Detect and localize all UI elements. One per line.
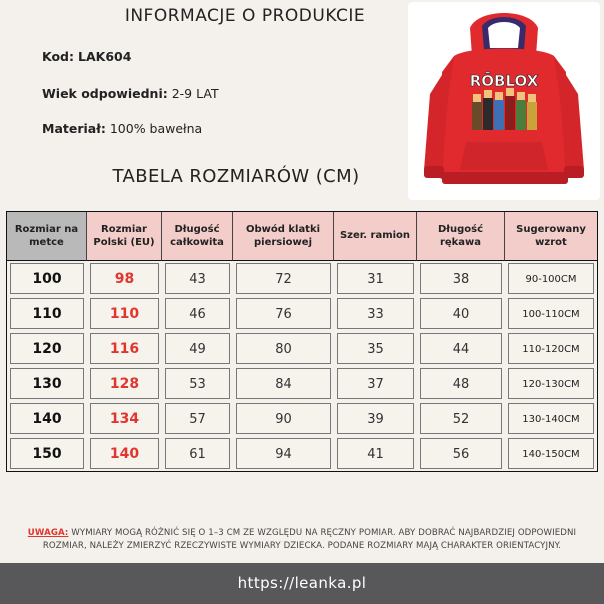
cell-value: 98 [90,263,159,294]
cell-value: 140 [90,438,159,469]
age-label: Wiek odpowiedni: [42,86,168,101]
cell-value: 38 [420,263,502,294]
table-row [7,261,597,296]
cell-label-size [7,401,87,436]
table-row [7,296,597,331]
cell-sleeve [417,401,505,436]
product-material [42,121,202,136]
cell-label-size [7,366,87,401]
cell-value: 61 [165,438,230,469]
cell-value: 31 [337,263,414,294]
cell-chest [233,366,334,401]
cell-sleeve [417,366,505,401]
cell-chest [233,401,334,436]
cell-value: 100 [10,263,84,294]
cell-total-length [162,296,233,331]
warning-label: UWAGA: [27,528,69,538]
col-header-chest: Obwód klatki piersiowej [233,212,334,261]
table-row [7,366,597,401]
cell-value: 52 [420,403,502,434]
cell-value: 120-130CM [508,368,594,399]
cell-value: 120 [10,333,84,364]
cell-chest [233,296,334,331]
cell-value: 130 [10,368,84,399]
cell-value: 100-110CM [508,298,594,329]
cell-total-length [162,401,233,436]
cell-value: 90-100CM [508,263,594,294]
cell-value: 110 [10,298,84,329]
cell-shoulder [334,331,417,366]
cell-value: 140 [10,403,84,434]
cell-height [505,401,597,436]
cell-total-length [162,261,233,296]
product-age [42,86,219,101]
cell-eu-size [87,331,162,366]
cell-value: 90 [236,403,331,434]
cell-chest [233,261,334,296]
col-header-height: Sugerowany wzrot [505,212,597,261]
table-row [7,436,597,471]
cell-height [505,331,597,366]
cell-value: 48 [420,368,502,399]
size-table-title: TABELA ROZMIARÓW (CM) [112,166,360,187]
cell-height [505,436,597,471]
cell-eu-size [87,366,162,401]
cell-value: 110-120CM [508,333,594,364]
info-title: INFORMACJE O PRODUKCIE [124,6,366,26]
cell-shoulder [334,366,417,401]
cell-eu-size [87,261,162,296]
cell-value: 76 [236,298,331,329]
cell-shoulder [334,436,417,471]
cell-value: 43 [165,263,230,294]
col-header-eu-size: Rozmiar Polski (EU) [87,212,162,261]
cell-value: 37 [337,368,414,399]
cell-sleeve [417,261,505,296]
cell-value: 140-150CM [508,438,594,469]
cell-value: 80 [236,333,331,364]
cell-value: 56 [420,438,502,469]
cell-chest [233,436,334,471]
brand-logo: RŌBLOX [469,72,539,90]
cell-value: 49 [165,333,230,364]
cell-value: 53 [165,368,230,399]
cell-eu-size [87,436,162,471]
cell-eu-size [87,296,162,331]
age-value: 2-9 LAT [171,86,219,101]
cell-eu-size [87,401,162,436]
cell-label-size [7,261,87,296]
col-header-label-size: Rozmiar na metce [7,212,87,261]
col-header-total-length: Długość całkowita [162,212,233,261]
size-table [6,211,598,472]
cell-label-size [7,331,87,366]
table-header-row [7,212,597,261]
cell-total-length [162,366,233,401]
cell-height [505,261,597,296]
cell-value: 44 [420,333,502,364]
table-row [7,401,597,436]
footer-link[interactable]: https://leanka.pl [237,574,367,592]
cell-value: 41 [337,438,414,469]
cell-shoulder [334,261,417,296]
product-code [42,49,131,64]
material-value: 100% bawełna [109,121,203,136]
col-header-sleeve: Długość rękawa [417,212,505,261]
cell-sleeve [417,296,505,331]
code-value: LAK604 [78,49,132,64]
table-body [7,261,597,471]
code-label: Kod: [42,49,75,64]
cell-value: 46 [165,298,230,329]
cell-shoulder [334,296,417,331]
cell-chest [233,331,334,366]
cell-label-size [7,436,87,471]
cell-value: 94 [236,438,331,469]
cell-value: 72 [236,263,331,294]
cell-value: 130-140CM [508,403,594,434]
cell-total-length [162,331,233,366]
cell-value: 57 [165,403,230,434]
cell-value: 128 [90,368,159,399]
cell-value: 39 [337,403,414,434]
table-row [7,331,597,366]
cell-value: 134 [90,403,159,434]
cell-height [505,296,597,331]
cell-value: 150 [10,438,84,469]
cell-sleeve [417,331,505,366]
cell-total-length [162,436,233,471]
footer-bar [0,563,604,604]
cell-value: 116 [90,333,159,364]
warning-text: WYMIARY MOGĄ RÓŻNIĆ SIĘ O 1–3 CM ZE WZGLĘDU NA RĘCZNY POMIAR. ABY DOBRAĆ NAJBARDZIEJ ODPOWIEDNI ROZMIAR, NALEŻY ZMIERZYĆ RZECZYWISTE WYMIARY DZIECKA. PODANE ROZMIARY MAJĄ CHARAKTER ORIENTACYJNY. [42,528,577,551]
cell-label-size [7,296,87,331]
cell-value: 110 [90,298,159,329]
warning-note [6,527,598,553]
cell-height [505,366,597,401]
cell-value: 35 [337,333,414,364]
cell-value: 84 [236,368,331,399]
col-header-shoulder: Szer. ramion [334,212,417,261]
cell-value: 40 [420,298,502,329]
cell-value: 33 [337,298,414,329]
material-label: Materiał: [42,121,106,136]
cell-shoulder [334,401,417,436]
cell-sleeve [417,436,505,471]
